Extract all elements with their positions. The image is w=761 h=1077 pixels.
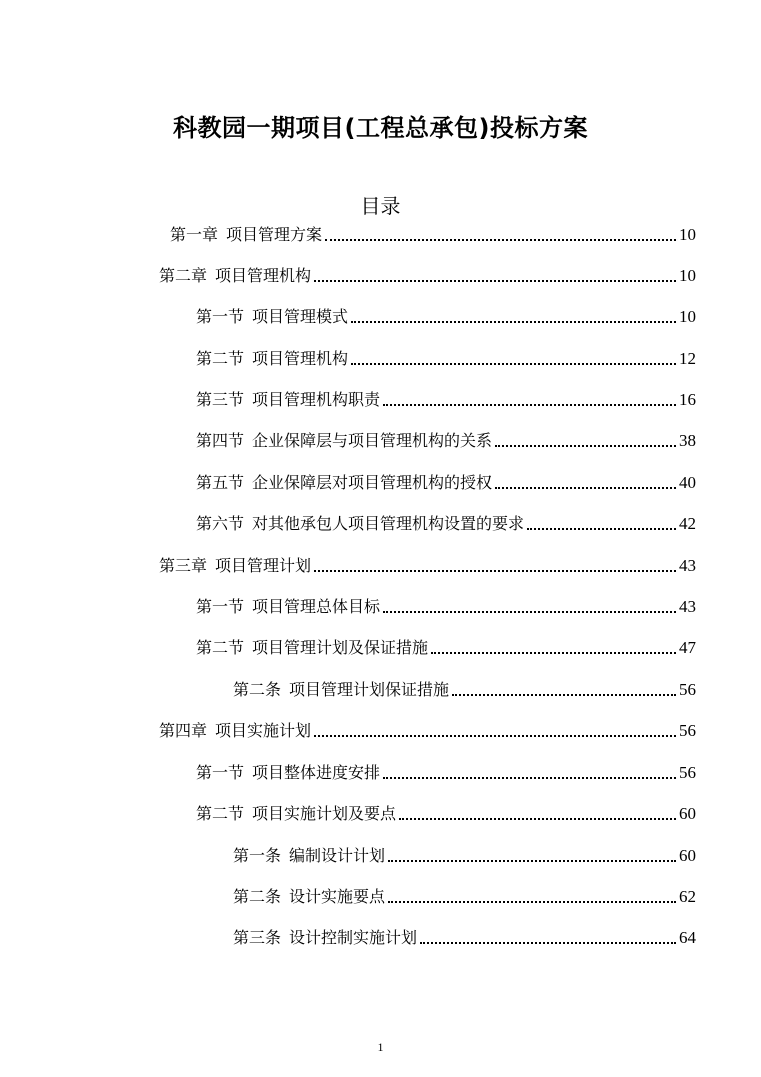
toc-entry-page: 10 bbox=[679, 266, 696, 285]
toc-entry[interactable] bbox=[233, 837, 696, 867]
toc-entry-title: 项目管理计划 bbox=[215, 556, 312, 575]
toc-entry[interactable] bbox=[159, 712, 696, 742]
toc-entry-title: 项目管理计划及保证措施 bbox=[252, 638, 429, 657]
toc-dot-leader bbox=[351, 363, 676, 365]
toc-entry-page: 62 bbox=[679, 887, 696, 906]
toc-dot-leader bbox=[314, 735, 676, 737]
toc-entry-number: 第一节 bbox=[196, 307, 245, 326]
toc-entry-number: 第一章 bbox=[170, 225, 219, 244]
toc-entry-label bbox=[196, 306, 348, 328]
toc-entry-page: 43 bbox=[679, 597, 696, 616]
toc-entry-number: 第三章 bbox=[159, 556, 208, 575]
toc-entry[interactable] bbox=[196, 422, 696, 452]
toc-dot-leader bbox=[325, 239, 676, 241]
toc-dot-leader bbox=[388, 901, 676, 903]
toc-entry-title: 编制设计计划 bbox=[289, 846, 386, 865]
toc-entry-title: 对其他承包人项目管理机构设置的要求 bbox=[252, 514, 525, 533]
toc-entry[interactable] bbox=[196, 629, 696, 659]
toc-dot-leader bbox=[431, 652, 676, 654]
toc-dot-leader bbox=[383, 611, 676, 613]
toc-entry-number: 第五节 bbox=[196, 473, 245, 492]
toc-heading: 目录 bbox=[360, 194, 401, 218]
toc-entry-label bbox=[196, 348, 348, 370]
toc-entry-title: 设计实施要点 bbox=[289, 887, 386, 906]
toc-entry-label bbox=[196, 430, 492, 452]
toc-entry-number: 第二章 bbox=[159, 266, 208, 285]
toc-entry-page: 64 bbox=[679, 928, 696, 947]
toc-dot-leader bbox=[420, 942, 676, 944]
toc-entry-label bbox=[196, 596, 380, 618]
toc-entry-title: 项目管理机构 bbox=[252, 349, 349, 368]
toc-entry-label bbox=[196, 472, 492, 494]
toc-entry-label bbox=[233, 886, 385, 908]
toc-entry-title: 项目管理方案 bbox=[226, 225, 323, 244]
toc-dot-leader bbox=[527, 528, 676, 530]
toc-entry-title: 企业保障层对项目管理机构的授权 bbox=[252, 473, 493, 492]
toc-entry-number: 第二节 bbox=[196, 638, 245, 657]
toc-entry-title: 项目实施计划 bbox=[215, 721, 312, 740]
toc-entry[interactable] bbox=[233, 878, 696, 908]
toc-dot-leader bbox=[495, 445, 676, 447]
toc-dot-leader bbox=[314, 570, 676, 572]
toc-entry-title: 项目实施计划及要点 bbox=[252, 804, 397, 823]
toc-entry[interactable] bbox=[170, 216, 696, 246]
toc-entry[interactable] bbox=[196, 588, 696, 618]
toc-entry-page: 60 bbox=[679, 846, 696, 865]
toc-entry-label bbox=[196, 637, 428, 659]
toc-entry-number: 第三条 bbox=[233, 928, 282, 947]
toc-entry[interactable] bbox=[196, 464, 696, 494]
toc-entry-title: 企业保障层与项目管理机构的关系 bbox=[252, 431, 493, 450]
toc-entry-number: 第四节 bbox=[196, 431, 245, 450]
toc-entry-number: 第一节 bbox=[196, 597, 245, 616]
toc-entry-title: 项目整体进度安排 bbox=[252, 763, 381, 782]
toc-entry-page: 56 bbox=[679, 680, 696, 699]
toc-entry-page: 16 bbox=[679, 390, 696, 409]
toc-entry-number: 第六节 bbox=[196, 514, 245, 533]
toc-dot-leader bbox=[399, 818, 676, 820]
document-title: 科教园一期项目(工程总承包)投标方案 bbox=[173, 114, 588, 143]
toc-entry-title: 项目管理机构 bbox=[215, 266, 312, 285]
toc-entry-label bbox=[159, 555, 311, 577]
toc-entry-title: 项目管理机构职责 bbox=[252, 390, 381, 409]
toc-entry-label bbox=[233, 845, 385, 867]
toc-entry[interactable] bbox=[159, 547, 696, 577]
toc-entry-title: 项目管理计划保证措施 bbox=[289, 680, 450, 699]
toc-entry-page: 12 bbox=[679, 349, 696, 368]
toc-entry[interactable] bbox=[196, 381, 696, 411]
toc-dot-leader bbox=[388, 860, 676, 862]
toc-entry[interactable] bbox=[159, 257, 696, 287]
toc-entry[interactable] bbox=[196, 754, 696, 784]
toc-entry-label bbox=[159, 265, 311, 287]
toc-entry-label bbox=[159, 720, 311, 742]
toc-entry-page: 56 bbox=[679, 763, 696, 782]
toc-entry-page: 10 bbox=[679, 225, 696, 244]
toc-entry-page: 43 bbox=[679, 556, 696, 575]
toc-entry-title: 设计控制实施计划 bbox=[289, 928, 418, 947]
toc-entry[interactable] bbox=[233, 919, 696, 949]
toc-dot-leader bbox=[383, 404, 676, 406]
toc-entry-label bbox=[196, 803, 396, 825]
toc-entry-label bbox=[196, 762, 380, 784]
toc-entry-number: 第一条 bbox=[233, 846, 282, 865]
toc-entry-page: 60 bbox=[679, 804, 696, 823]
toc-entry-page: 42 bbox=[679, 514, 696, 533]
toc-entry[interactable] bbox=[196, 340, 696, 370]
toc-entry-page: 38 bbox=[679, 431, 696, 450]
toc-entry-label bbox=[233, 927, 417, 949]
toc-entry-number: 第三节 bbox=[196, 390, 245, 409]
toc-entry[interactable] bbox=[233, 671, 696, 701]
page-number: 1 bbox=[377, 1040, 384, 1054]
toc-dot-leader bbox=[351, 321, 676, 323]
toc-entry-number: 第二条 bbox=[233, 887, 282, 906]
toc-entry[interactable] bbox=[196, 298, 696, 328]
toc-entry-label bbox=[233, 679, 449, 701]
toc-entry-page: 10 bbox=[679, 307, 696, 326]
toc-dot-leader bbox=[314, 280, 676, 282]
toc-entry-page: 40 bbox=[679, 473, 696, 492]
toc-entry-title: 项目管理总体目标 bbox=[252, 597, 381, 616]
toc-entry-number: 第二节 bbox=[196, 804, 245, 823]
toc-entry-page: 47 bbox=[679, 638, 696, 657]
toc-entry-title: 项目管理模式 bbox=[252, 307, 349, 326]
toc-entry[interactable] bbox=[196, 505, 696, 535]
toc-entry-page: 56 bbox=[679, 721, 696, 740]
toc-dot-leader bbox=[495, 487, 676, 489]
toc-entry-number: 第四章 bbox=[159, 721, 208, 740]
toc-entry-label bbox=[196, 513, 524, 535]
toc-dot-leader bbox=[452, 694, 676, 696]
toc-entry[interactable] bbox=[196, 795, 696, 825]
toc-entry-number: 第一节 bbox=[196, 763, 245, 782]
toc-dot-leader bbox=[383, 777, 676, 779]
toc-entry-label bbox=[170, 224, 322, 246]
toc-entry-label bbox=[196, 389, 380, 411]
toc-entry-number: 第二条 bbox=[233, 680, 282, 699]
toc-entry-number: 第二节 bbox=[196, 349, 245, 368]
